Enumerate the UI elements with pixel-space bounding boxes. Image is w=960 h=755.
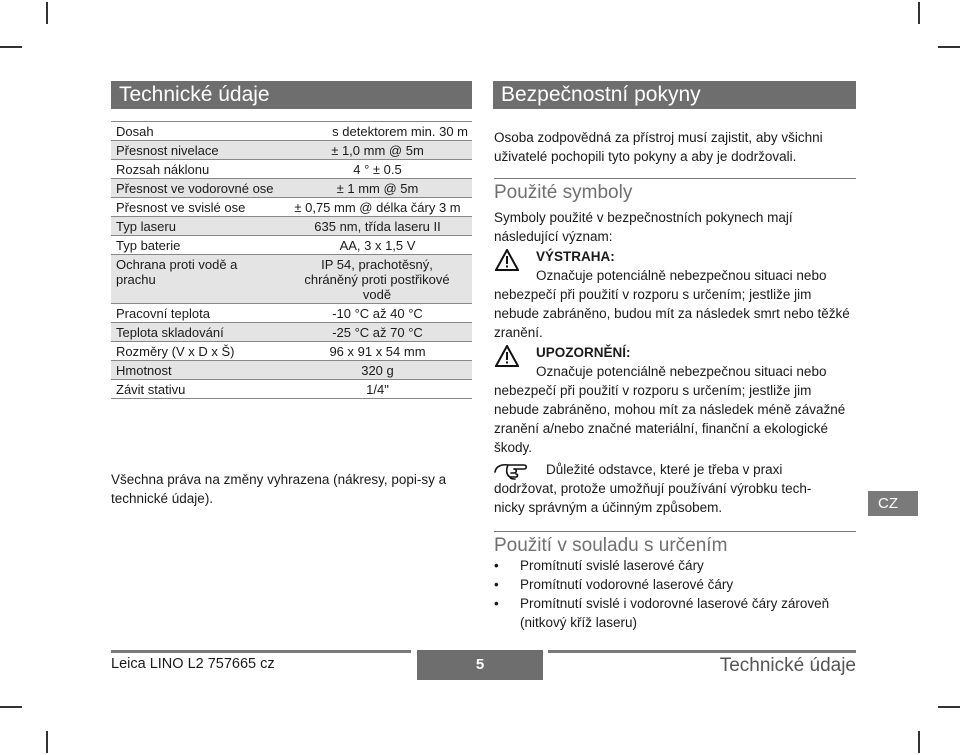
- spec-value: ± 1 mm @ 5m: [282, 179, 472, 198]
- specs-table: [111, 121, 472, 399]
- crop-mark: [938, 46, 960, 48]
- spec-label: Hmotnost: [111, 361, 282, 380]
- spec-value: s detektorem min. 30 m: [282, 122, 472, 141]
- footer-product: Leica LINO L2 757665 cz: [111, 656, 275, 672]
- bullet-icon: •: [494, 558, 499, 573]
- bullet-icon: •: [494, 577, 499, 592]
- safety-intro: Osoba zodpovědná za přístroj musí zajistit, aby všichni uživatelé pochopili tyto pokyny a aby je dodržovali.: [494, 130, 823, 164]
- bullet-icon: •: [494, 596, 499, 611]
- spec-value: 96 x 91 x 54 mm: [282, 342, 472, 361]
- spec-label: Ochrana proti vodě a prachu: [111, 255, 282, 304]
- spec-value: IP 54, prachotěsný, chráněný proti postřikové vodě: [282, 255, 472, 304]
- spec-label: Závit stativu: [111, 380, 282, 399]
- spec-label: Typ laseru: [111, 217, 282, 236]
- footer-section: Technické údaje: [719, 655, 856, 676]
- spec-label: Dosah: [111, 122, 282, 141]
- list-item: • Promítnutí vodorovné laserové čáry: [494, 577, 734, 592]
- list-item: • Promítnutí svislé i vodorovné laserové čáry zároveň (nitkový kříž laseru): [494, 596, 830, 630]
- crop-mark: [46, 2, 48, 24]
- table-row: [111, 304, 472, 323]
- table-row: [111, 160, 472, 179]
- table-row: [111, 179, 472, 198]
- symbols-heading: Použité symboly: [494, 178, 856, 204]
- crop-mark: [46, 731, 48, 753]
- caution-text: Označuje potenciálně nebezpečnou situaci nebo nebezpečí při použití v rozporu s určením; jestliže jim nebude zabráněno, mohou mít za následek méně závažné zranění a/nebo značné materiální, finanční a ekologické škody.: [494, 364, 846, 455]
- list-item: • Promítnutí svislé laserové čáry: [494, 558, 704, 573]
- warning-text: Označuje potenciálně nebezpečnou situaci nebo nebezpečí při použití v rozporu s určením; jestliže jim nebude zabráněno, budou mít za následek smrt nebo těžké zranění.: [494, 268, 850, 340]
- spec-value: 4 ° ± 0.5: [282, 160, 472, 179]
- spec-label: Rozměry (V x D x Š): [111, 342, 282, 361]
- spec-value: -25 °C až 70 °C: [282, 323, 472, 342]
- crop-mark: [938, 706, 960, 708]
- section-title-safety: Bezpečnostní pokyny: [493, 81, 856, 109]
- caution-label: UPOZORNĚNÍ:: [536, 345, 631, 360]
- spec-label: Pracovní teplota: [111, 304, 282, 323]
- table-row: [111, 122, 472, 141]
- spec-value: 635 nm, třída laseru II: [282, 217, 472, 236]
- spec-label: Teplota skladování: [111, 323, 282, 342]
- table-row: [111, 236, 472, 255]
- table-row: [111, 380, 472, 399]
- table-row: [111, 323, 472, 342]
- spec-label: Přesnost ve vodorovné ose: [111, 179, 282, 198]
- table-row: [111, 217, 472, 236]
- crop-mark: [0, 706, 22, 708]
- spec-value: 1/4": [282, 380, 472, 399]
- section-title-specs: Technické údaje: [111, 81, 472, 109]
- table-row: [111, 198, 472, 217]
- rights-note: Všechna práva na změny vyhrazena (nákresy, popi-sy a technické údaje).: [111, 472, 447, 506]
- table-row: [111, 141, 472, 160]
- spec-label: Přesnost ve svislé ose: [111, 198, 282, 217]
- page-number: 5: [417, 650, 543, 680]
- warning-label: VÝSTRAHA:: [536, 249, 615, 264]
- symbols-intro: Symboly použité v bezpečnostních pokynech mají následující význam:: [494, 210, 793, 244]
- spec-value: ± 1,0 mm @ 5m: [282, 141, 472, 160]
- crop-mark: [918, 731, 920, 753]
- spec-value: 320 g: [282, 361, 472, 380]
- use-heading: Použití v souladu s určením: [494, 531, 856, 557]
- footer-rule: [111, 650, 411, 653]
- table-row: [111, 342, 472, 361]
- spec-label: Typ baterie: [111, 236, 282, 255]
- note-text: Důležité odstavce, které je třeba v praxi dodržovat, protože umožňují používání výrobku tech-nicky správným a účinným způsobem.: [494, 462, 812, 515]
- crop-mark: [0, 46, 22, 48]
- crop-mark: [918, 2, 920, 24]
- language-tab: CZ: [868, 491, 918, 516]
- spec-value: -10 °C až 40 °C: [282, 304, 472, 323]
- spec-label: Přesnost nivelace: [111, 141, 282, 160]
- spec-value: ± 0,75 mm @ délka čáry 3 m: [282, 198, 472, 217]
- spec-label: Rozsah náklonu: [111, 160, 282, 179]
- table-row: [111, 255, 472, 304]
- footer-rule: [548, 650, 856, 653]
- table-row: [111, 361, 472, 380]
- spec-value: AA, 3 x 1,5 V: [282, 236, 472, 255]
- use-list: [494, 556, 856, 632]
